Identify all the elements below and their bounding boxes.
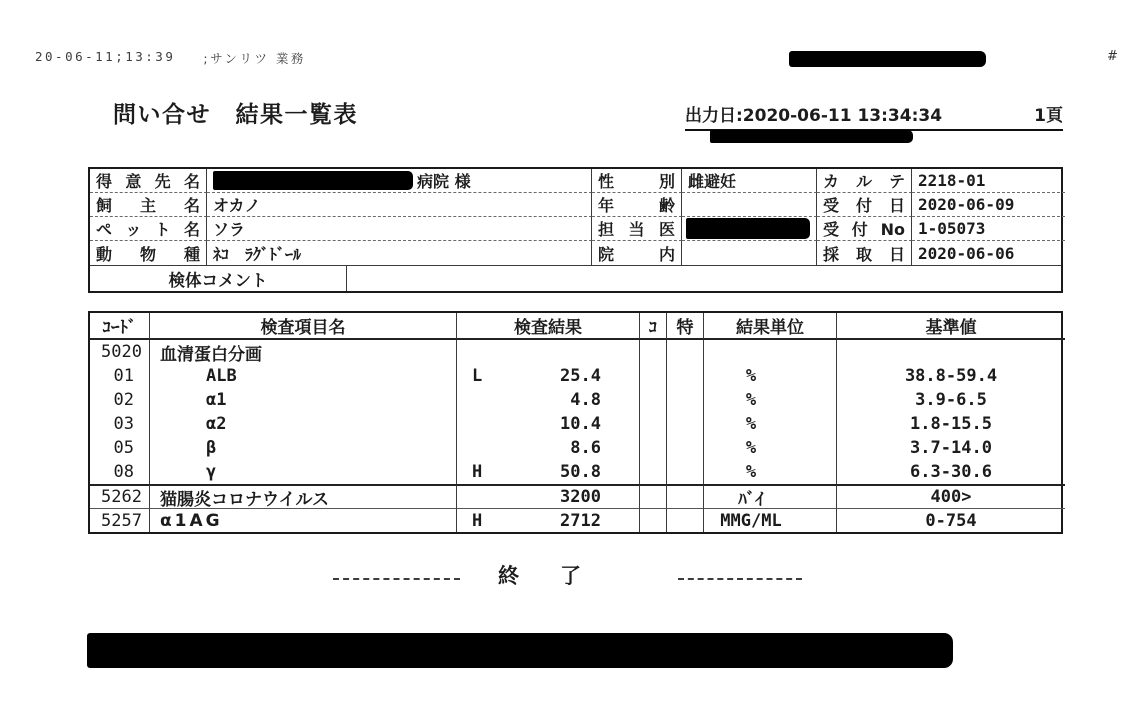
- result-row: [90, 388, 1061, 412]
- doctor-value: [682, 217, 817, 241]
- patient-info-table: [88, 167, 1063, 293]
- age-value: [682, 193, 817, 217]
- cell-flag: L: [472, 366, 483, 386]
- sex-label: 性別: [592, 169, 682, 193]
- specimen-comment-label: 検体コメント: [90, 266, 347, 291]
- cell-unit: ﾊﾞｲ: [704, 484, 837, 508]
- result-row: [90, 436, 1061, 460]
- cell-toku: [667, 508, 704, 532]
- cell-unit: %: [704, 388, 837, 412]
- fax-sender: ;サンリツ 業務: [203, 51, 306, 66]
- document-title: 問い合せ 結果一覧表: [113, 102, 358, 128]
- pet-name-value: ソラ: [207, 217, 592, 241]
- result-row: [90, 508, 1061, 532]
- cell-result: 8.6: [570, 438, 601, 458]
- results-table: [88, 311, 1063, 534]
- cell-code: 5257: [90, 508, 150, 532]
- header-reference: 基準値: [837, 313, 1065, 340]
- cell-unit: MMG/ML: [704, 508, 837, 532]
- cell-ko: [640, 508, 667, 532]
- cell-test-name: γ: [150, 460, 457, 484]
- cell-result: 50.8: [560, 462, 601, 482]
- pet-name-label: ペット名: [90, 217, 207, 241]
- page-number: 1頁: [1034, 106, 1063, 126]
- cell-ko: [640, 364, 667, 388]
- cell-test-name: α2: [150, 412, 457, 436]
- cell-test-name: 猫腸炎コロナウイルス: [150, 484, 457, 508]
- cell-toku: [667, 436, 704, 460]
- cell-reference: 3.9-6.5: [915, 390, 987, 410]
- cell-code: 03: [90, 412, 150, 436]
- cell-reference: 0-754: [837, 508, 1065, 532]
- cell-test-name: β: [150, 436, 457, 460]
- age-label: 年齢: [592, 193, 682, 217]
- redaction-bar-under-date: [710, 130, 913, 143]
- cell-result: 4.8: [570, 390, 601, 410]
- end-of-report-label: 終 了: [498, 564, 591, 588]
- cell-ko: [640, 340, 667, 364]
- cell-unit: %: [704, 460, 837, 484]
- result-row: [90, 364, 1061, 388]
- cell-ko: [640, 484, 667, 508]
- header-result: 検査結果: [457, 313, 640, 340]
- cell-toku: [667, 484, 704, 508]
- cell-reference: 3.7-14.0: [910, 438, 992, 458]
- cell-unit: [704, 340, 837, 364]
- cell-reference: 400>: [837, 484, 1065, 508]
- cell-test-name: α1AG: [150, 508, 457, 532]
- cell-result: 10.4: [560, 414, 601, 434]
- doctor-label: 担当医: [592, 217, 682, 241]
- fax-header: [35, 49, 306, 67]
- cell-toku: [667, 388, 704, 412]
- result-row: [90, 412, 1061, 436]
- collection-date-label: 採取日: [817, 241, 912, 265]
- cell-code: 02: [90, 388, 150, 412]
- cell-test-name: ALB: [150, 364, 457, 388]
- sex-value: 雌避妊: [682, 169, 817, 193]
- cell-code: 5020: [90, 340, 150, 364]
- internal-value: [682, 241, 817, 265]
- cell-toku: [667, 460, 704, 484]
- cell-reference: 6.3-30.6: [910, 462, 992, 482]
- specimen-comment-value: [347, 266, 1061, 291]
- cell-code: 01: [90, 364, 150, 388]
- cell-code: 5262: [90, 484, 150, 508]
- reception-no-label: 受付No: [817, 217, 912, 241]
- chart-value: 2218-01: [912, 169, 1065, 193]
- cell-flag: H: [472, 510, 483, 531]
- redaction-doctor-name: [686, 218, 810, 239]
- page-corner-mark: #: [1107, 49, 1118, 64]
- header-ko: ｺ: [640, 313, 667, 340]
- result-row-group: [90, 340, 1061, 364]
- cell-ko: [640, 436, 667, 460]
- chart-label: カルテ: [817, 169, 912, 193]
- cell-result: 2712: [560, 510, 601, 531]
- redaction-bar-bottom: [87, 633, 953, 668]
- redaction-bar-top: [789, 51, 986, 67]
- end-dash-left: [333, 578, 460, 580]
- output-date: 出力日:2020-06-11 13:34:34: [685, 106, 943, 126]
- species-label: 動物種: [90, 241, 207, 265]
- internal-label: 院内: [592, 241, 682, 265]
- cell-unit: %: [704, 436, 837, 460]
- end-dash-right: [678, 578, 802, 580]
- reception-no-value: 1-05073: [912, 217, 1065, 241]
- result-row: [90, 484, 1061, 508]
- cell-ko: [640, 388, 667, 412]
- result-row: [90, 460, 1061, 484]
- cell-ko: [640, 412, 667, 436]
- cell-code: 05: [90, 436, 150, 460]
- cell-result: 3200: [560, 487, 601, 507]
- header-test-name: 検査項目名: [150, 313, 457, 340]
- collection-date-value: 2020-06-06: [918, 243, 1015, 263]
- reception-date-value: 2020-06-09: [912, 193, 1065, 217]
- cell-unit: %: [704, 364, 837, 388]
- header-toku: 特: [667, 313, 704, 340]
- cell-ko: [640, 460, 667, 484]
- owner-value: オカノ: [207, 193, 592, 217]
- cell-code: 08: [90, 460, 150, 484]
- header-code: ｺｰﾄﾞ: [90, 313, 150, 340]
- cell-flag: H: [472, 462, 483, 482]
- fax-timestamp: 20-06-11;13:39: [35, 49, 176, 64]
- header-unit: 結果単位: [704, 313, 837, 340]
- cell-reference: 1.8-15.5: [910, 414, 992, 434]
- cell-toku: [667, 340, 704, 364]
- cell-test-name: α1: [150, 388, 457, 412]
- cell-reference: 38.8-59.4: [904, 366, 998, 386]
- cell-unit: %: [704, 412, 837, 436]
- cell-reference: [837, 340, 1065, 364]
- species-value: ﾈｺ ﾗｸﾞﾄﾞｰﾙ: [207, 241, 592, 265]
- cell-toku: [667, 412, 704, 436]
- client-value: 病院 様: [207, 169, 592, 193]
- output-date-line: [685, 101, 1063, 131]
- owner-label: 飼主名: [90, 193, 207, 217]
- reception-date-label: 受付日: [817, 193, 912, 217]
- cell-test-name: 血清蛋白分画: [150, 340, 457, 364]
- cell-toku: [667, 364, 704, 388]
- cell-result: 25.4: [560, 366, 601, 386]
- client-label: 得意先名: [90, 169, 207, 193]
- redaction-client-name: [213, 171, 413, 190]
- results-header-row: [90, 313, 1061, 340]
